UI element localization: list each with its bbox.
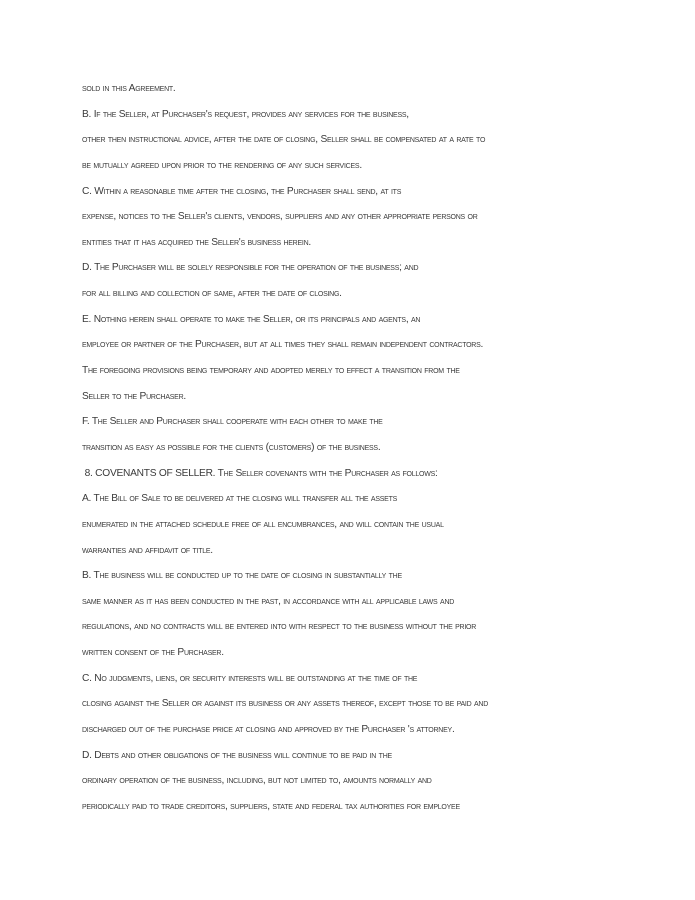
text-line: for all billing and collection of same, after the date of closing. [82,288,342,300]
text-line: 8. COVENANTS OF SELLER. The Seller covenants with the Purchaser as follows: [82,467,438,479]
text-line: written consent of the Purchaser. [82,647,224,659]
text-line: E. Nothing herein shall operate to make the Seller, or its principals and agents, an [82,313,421,325]
text-line: D. Debts and other obligations of the business will continue to be paid in the [82,749,392,761]
text-line: same manner as it has been conducted in the past, in accordance with all applicable laws and [82,595,455,607]
text-line: transition as easy as possible for the clients (customers) of the business. [82,441,381,453]
text-line: closing against the Seller or against its business or any assets thereof, except those to be paid and [82,698,489,710]
text-line: A. The Bill of Sale to be delivered at the closing will transfer all the assets [82,493,398,505]
text-line: periodically paid to trade creditors, suppliers, state and federal tax authorities for employee [82,800,460,812]
text-line: regulations, and no contracts will be entered into with respect to the business without the prior [82,621,477,633]
text-line: expense, notices to the Seller's clients, vendors, suppliers and any other appropriate persons or [82,211,478,223]
text-line: warranties and affidavit of title. [82,544,213,556]
text-line: enumerated in the attached schedule free of all encumbrances, and will contain the usual [82,518,444,530]
text-line: D. The Purchaser will be solely responsible for the operation of the business; and [82,262,419,274]
text-line: employee or partner of the Purchaser, but at all times they shall remain independent contractors. [82,339,484,351]
text-line: be mutually agreed upon prior to the rendering of any such services. [82,159,362,171]
text-line: The foregoing provisions being temporary and adopted merely to effect a transition from the [82,365,460,377]
text-line: C. No judgments, liens, or security interests will be outstanding at the time of the [82,672,418,684]
text-line: entities that it has acquired the Seller's business herein. [82,236,311,248]
text-line: B. If the Seller, at Purchaser's request, provides any services for the business, [82,108,409,120]
text-line: F. The Seller and Purchaser shall cooperate with each other to make the [82,416,383,428]
text-line: ordinary operation of the business, including, but not limited to, amounts normally and [82,775,432,787]
document-page [82,76,642,820]
text-line: discharged out of the purchase price at closing and approved by the Purchaser 's attorney. [82,724,455,736]
text-line: Seller to the Purchaser. [82,390,186,402]
text-line: sold in this Agreement. [82,83,176,94]
text-line: other then instructional advice, after the date of closing, Seller shall be compensated at a rate to [82,134,486,146]
text-line: C. Within a reasonable time after the closing, the Purchaser shall send, at its [82,185,402,197]
text-line: B. The business will be conducted up to the date of closing in substantially the [82,570,402,582]
